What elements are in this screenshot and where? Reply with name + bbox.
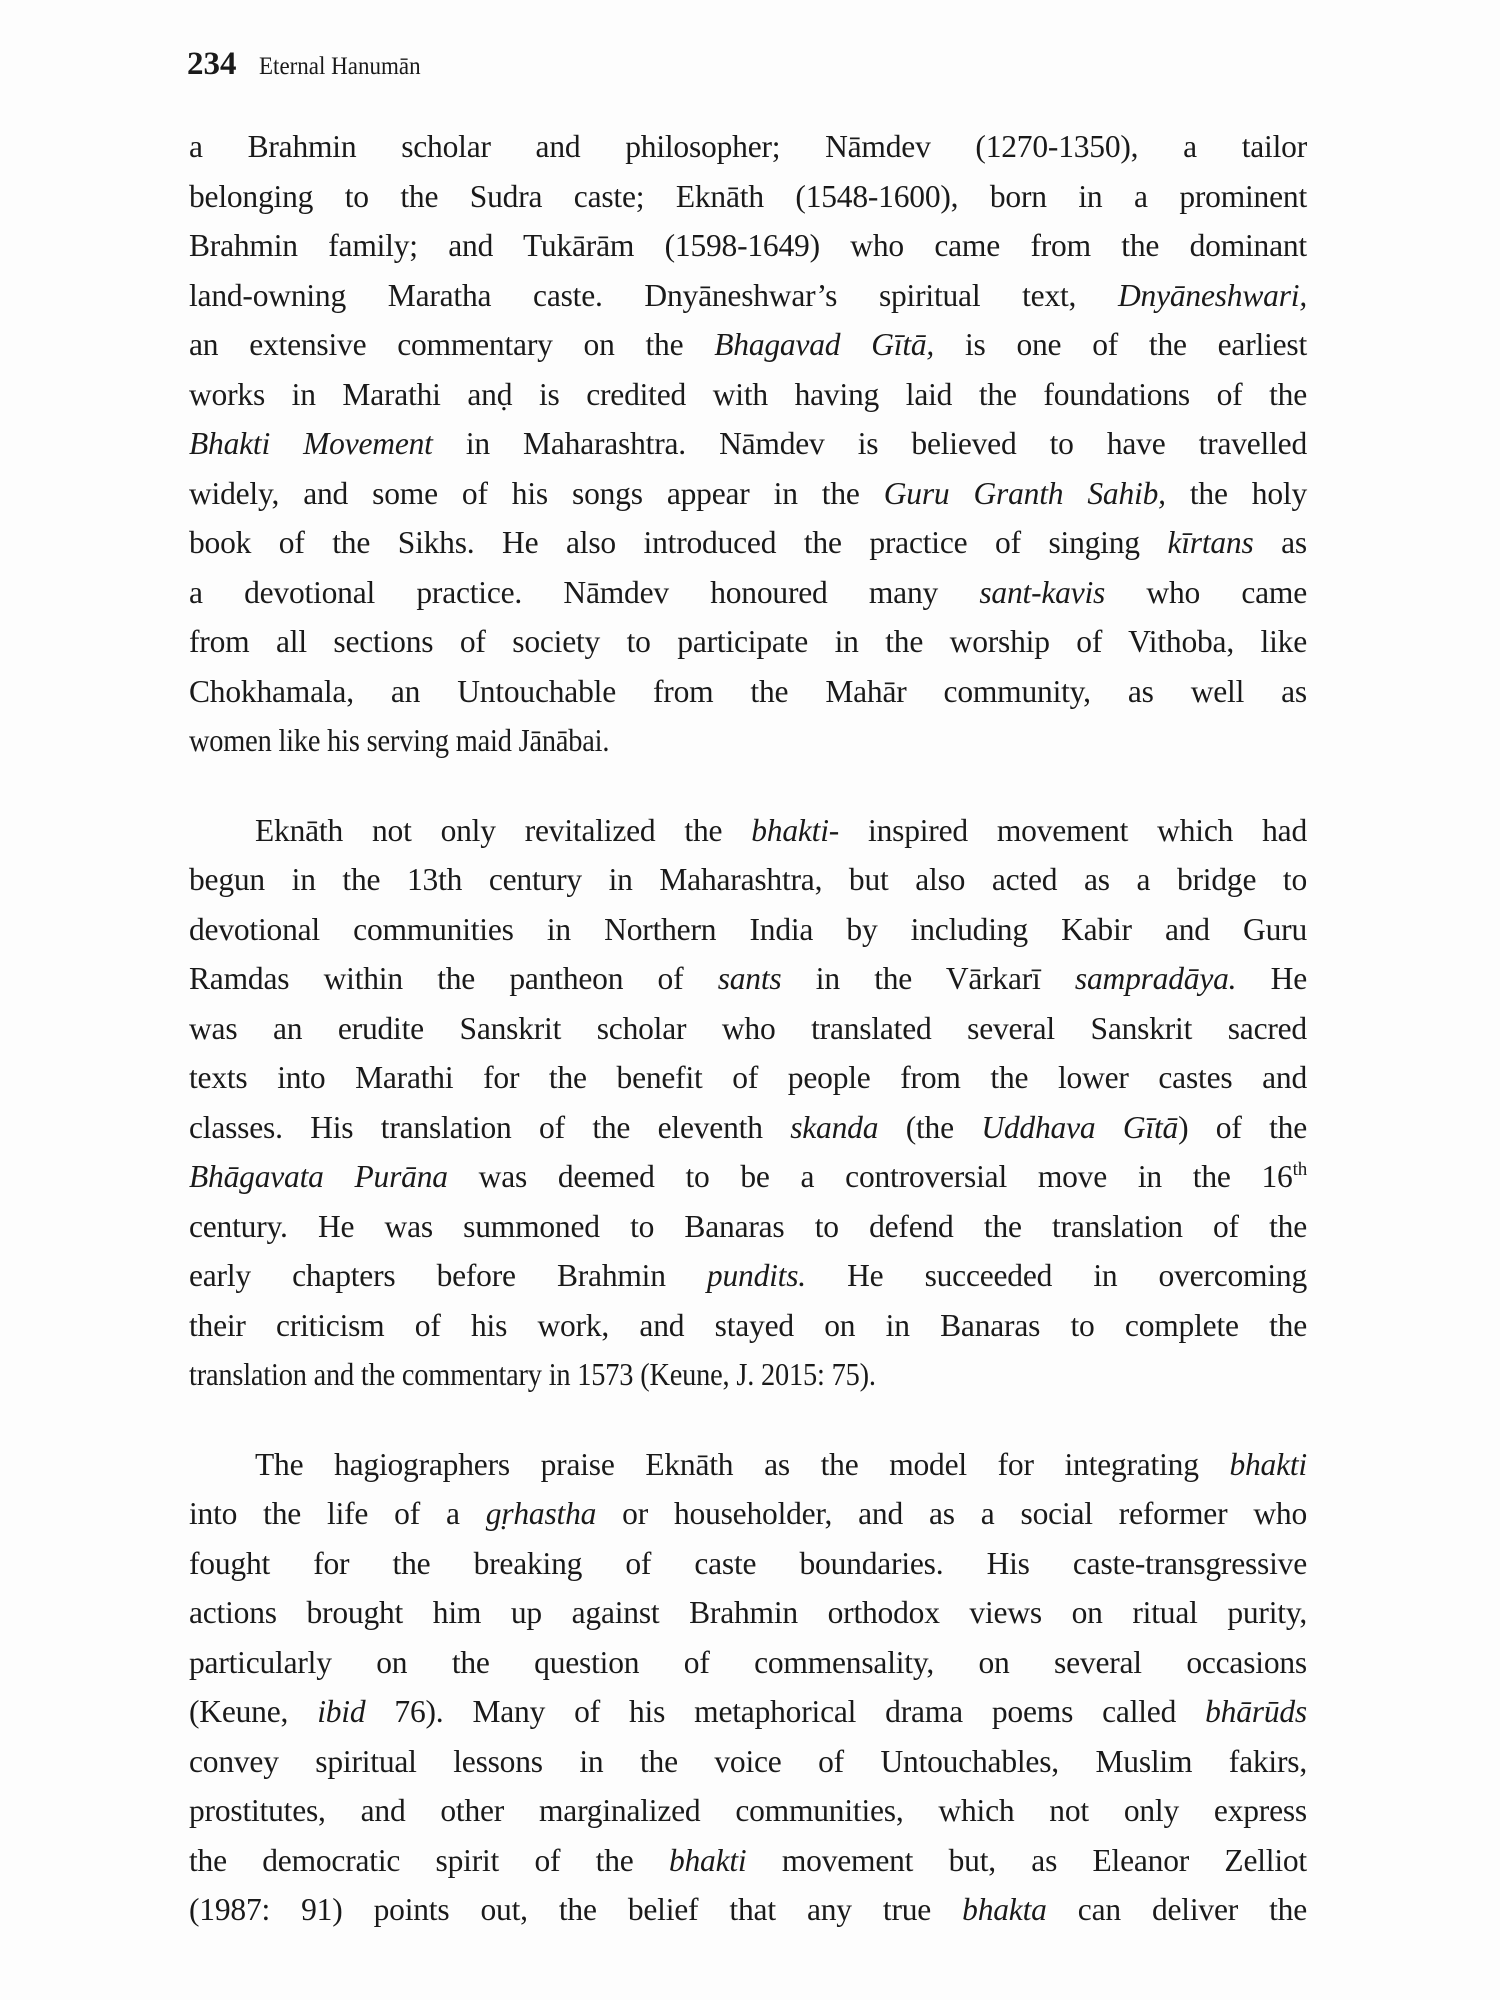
italic-term: Dnyāneshwari, [1117,277,1307,313]
text-line [189,568,1307,618]
text-run: an extensive commentary on the [189,327,715,362]
running-head [187,46,434,96]
text-run: ) of the [1178,1109,1307,1145]
paragraph [189,122,1307,766]
text-run: as [1253,525,1307,560]
italic-term: gṛhastha [485,1496,597,1531]
text-run: Eknāth not only revitalized the [255,812,752,848]
text-line [189,172,1307,222]
text-run: into the life of a [189,1496,486,1531]
text-line [189,1588,1307,1638]
paragraph-gap [189,766,1307,806]
text-run: belonging to the Sudra caste; Eknāth (1548-1600), born in a prominent [189,178,1307,214]
text-line [189,1836,1307,1886]
text-run: The hagiographers praise Eknāth as the model for integrating [255,1446,1230,1482]
text-run: a Brahmin scholar and philosopher; Nāmdev (1270-1350), a tailor [189,129,1307,164]
italic-term: bhakti- [751,812,840,848]
text-run: translation and the commentary in 1573 (Keune, J. 2015: 75). [189,1357,876,1392]
text-run: the holy [1165,475,1308,511]
text-line [189,1885,1307,1935]
text-line [189,419,1307,469]
italic-term: Bhakti Movement [189,426,433,461]
text-line [189,320,1307,370]
text-run: inspired movement which had [839,812,1307,848]
ordinal-suffix: th [1292,1159,1307,1180]
text-run: is one of the earliest [934,327,1307,362]
text-run: in Maharashtra. Nāmdev is believed to have travelled [432,426,1307,461]
text-run: widely, and some of his songs appear in the [189,475,884,511]
text-run: Ramdas within the pantheon of [189,961,718,996]
text-line [189,1004,1307,1054]
text-run: works in Marathi anḍ is credited with having laid the foundations of the [189,376,1307,412]
italic-term: Guru Granth Sahib, [883,475,1166,511]
text-run: from all sections of society to participate in the worship of Vithoba, like [189,624,1307,659]
text-line [189,1539,1307,1589]
text-run: women like his serving maid Jānābai. [189,723,610,758]
text-run: Chokhamala, an Untouchable from the Mahār community, as well as [189,673,1307,709]
italic-term: Uddhava Gītā [981,1109,1179,1145]
text-line [189,1251,1307,1301]
text-run: land-owning Maratha caste. Dnyāneshwar’s spiritual text, [189,277,1118,313]
text-line [189,1638,1307,1688]
text-run: book of the Sikhs. He also introduced the practice of singing [189,525,1168,560]
text-run: devotional communities in Northern India by including Kabir and Guru [189,911,1307,947]
italic-term: sant-kavis [979,574,1106,610]
text-line [189,1786,1307,1836]
text-run: who came [1105,574,1307,610]
text-run: He succeeded in overcoming [805,1258,1308,1293]
text-line [189,617,1307,667]
text-line [189,667,1307,717]
text-line [189,1301,1307,1351]
page-number: 234 [187,46,237,82]
text-line [189,1687,1307,1737]
text-line [189,122,1307,172]
text-line [189,1152,1307,1202]
text-run: 76). Many of his metaphorical drama poems called [365,1694,1206,1729]
text-line [189,271,1307,321]
text-run: was an erudite Sanskrit scholar who translated several Sanskrit sacred [189,1010,1307,1046]
text-line [189,370,1307,420]
text-run: the democratic spirit of the [189,1842,669,1878]
text-line [189,518,1307,568]
text-run: prostitutes, and other marginalized communities, which not only express [189,1793,1307,1828]
text-line [189,954,1307,1004]
text-run: classes. His translation of the eleventh [189,1109,791,1145]
text-line [189,1202,1307,1252]
paragraph [189,806,1307,1400]
text-run: or householder, and as a social reformer who [596,1496,1307,1531]
paragraph-gap [189,1400,1307,1440]
text-run: texts into Marathi for the benefit of people from the lower castes and [189,1060,1307,1095]
text-run: can deliver the [1046,1892,1307,1927]
text-line [189,221,1307,271]
text-line [189,1103,1307,1153]
book-title: Eternal Hanumān [258,53,421,80]
italic-term: pundits. [706,1258,806,1293]
body-text [189,122,1307,1935]
italic-term: bhakta [962,1892,1047,1927]
text-run: He [1236,961,1307,996]
italic-term: kīrtans [1167,525,1254,560]
italic-term: skanda [790,1109,879,1145]
italic-term: ibid [317,1694,366,1729]
paragraph [189,1440,1307,1935]
italic-term: bhārūds [1205,1694,1307,1729]
text-run: fought for the breaking of caste boundaries. His caste-transgressive [189,1545,1307,1581]
text-line [189,1737,1307,1787]
italic-term: bhakti [668,1842,747,1878]
text-line [189,469,1307,519]
italic-term: sants [717,961,782,996]
text-line [189,855,1307,905]
italic-term: sampradāya. [1074,961,1237,996]
text-run: movement but, as Eleanor Zelliot [746,1842,1307,1878]
text-line [189,716,1195,766]
text-line [189,806,1307,856]
text-run: was deemed to be a controversial move in the 16 [447,1159,1293,1194]
text-line [189,1440,1307,1490]
text-run: a devotional practice. Nāmdev honoured many [189,574,980,610]
text-run: their criticism of his work, and stayed on in Banaras to complete the [189,1307,1307,1343]
text-line [189,905,1307,955]
text-run: early chapters before Brahmin [189,1258,707,1293]
text-run: (the [878,1109,982,1145]
text-run: (1987: 91) points out, the belief that any true [189,1892,963,1927]
text-run: Brahmin family; and Tukārām (1598-1649) who came from the dominant [189,228,1307,263]
text-run: century. He was summoned to Banaras to defend the translation of the [189,1208,1307,1244]
italic-term: Bhāgavata Purāna [189,1159,448,1194]
text-line [189,1053,1307,1103]
text-run: actions brought him up against Brahmin orthodox views on ritual purity, [189,1595,1307,1630]
italic-term: bhakti [1229,1446,1307,1482]
text-run: (Keune, [189,1694,318,1729]
text-run: begun in the 13th century in Maharashtra, but also acted as a bridge to [189,862,1307,897]
text-run: convey spiritual lessons in the voice of Untouchables, Muslim fakirs, [189,1743,1307,1779]
text-run: in the Vārkarī [781,961,1075,996]
text-run: particularly on the question of commensality, on several occasions [189,1644,1307,1680]
text-line [189,1489,1307,1539]
text-line [189,1350,1195,1400]
italic-term: Bhagavad Gītā, [714,327,935,362]
